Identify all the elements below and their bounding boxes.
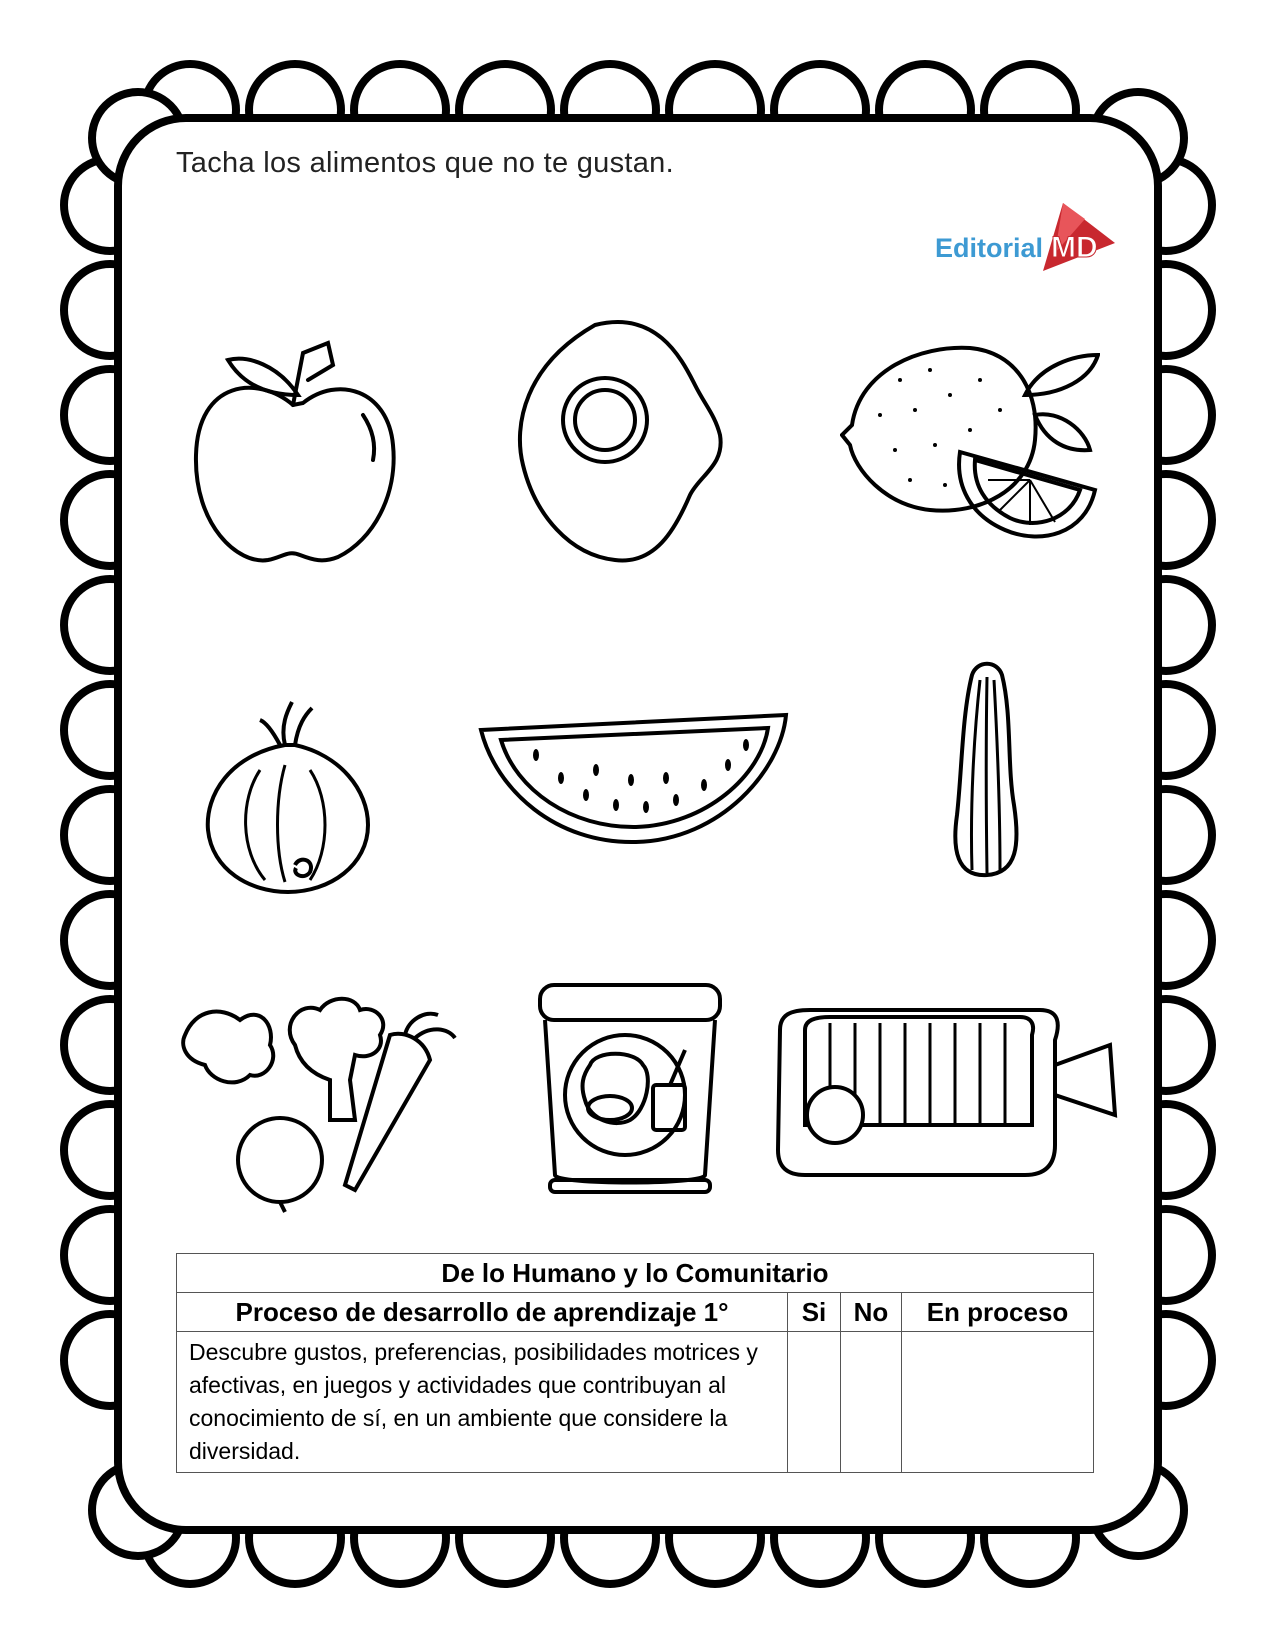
yes-checkbox-cell[interactable] — [788, 1332, 841, 1473]
no-checkbox-cell[interactable] — [841, 1332, 902, 1473]
evaluation-title: De lo Humano y lo Comunitario — [177, 1254, 1094, 1293]
instruction-text: Tacha los alimentos que no te gustan. — [176, 147, 674, 179]
fried-egg-icon[interactable] — [515, 315, 735, 570]
no-header: No — [841, 1293, 902, 1332]
bread-icon[interactable] — [770, 1005, 1120, 1185]
onion-icon[interactable] — [200, 700, 375, 895]
svg-text:MD: MD — [1051, 231, 1098, 264]
milk-can-icon[interactable] — [535, 980, 725, 1195]
description-cell: Descubre gustos, preferencias, posibilidades motrices y afectivas, en juegos y actividades que contribuyan al conocimiento de sí, en un ambiente que considere la diversidad. — [177, 1332, 788, 1473]
lemon-icon[interactable] — [840, 340, 1100, 540]
apple-icon[interactable] — [188, 335, 408, 575]
zucchini-icon[interactable] — [942, 655, 1032, 880]
evaluation-table — [176, 1253, 1094, 1473]
publisher-logo — [935, 203, 1115, 283]
vegetables-icon[interactable] — [180, 990, 460, 1215]
watermelon-icon[interactable] — [476, 710, 791, 850]
process-header: Proceso de desarrollo de aprendizaje 1° — [177, 1293, 788, 1332]
in-progress-header: En proceso — [902, 1293, 1094, 1332]
in-progress-checkbox-cell[interactable] — [902, 1332, 1094, 1473]
yes-header: Si — [788, 1293, 841, 1332]
logo-text: Editorial — [935, 233, 1044, 263]
